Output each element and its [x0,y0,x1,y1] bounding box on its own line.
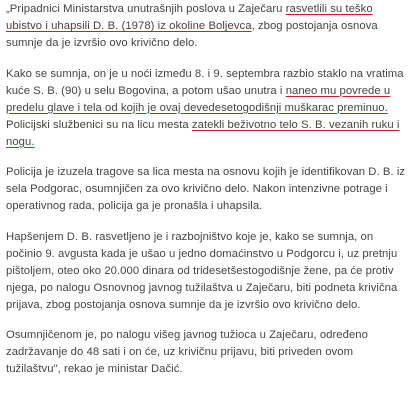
paragraph-3-text-1: Policija je izuzela tragove sa lica mesta na osnovu kojih je identifikovan D. B. iz sela Podgorac, osumnjičen za ovo krivično delo. Nakon intenzivne potrage i operativnog rada, policija ga je pronašla i uhapsila. [6,166,406,212]
paragraph-5 [6,327,410,378]
paragraph-1-underlined-1: rasvetlili su teško ubistvo i uhapsili D. B. (1978) iz okoline Boljevca [6,3,373,32]
paragraph-3 [6,164,410,215]
paragraph-2-text-1: Kako se sumnja, on je u noći između 8. i 9. septembra razbio staklo na vratima kuće S. B. (90) u selu Bogovina, a potom ušao unutra i [6,67,404,97]
paragraph-1 [6,1,410,52]
paragraph-1-text-2: , zbog postojanja osnova sumnje da je izvršio ovo krivično delo. [6,20,378,49]
paragraph-2-underlined-2: zatekli beživotno telo S. B. vezanih ruku i nogu. [6,118,400,148]
paragraph-4-text-1: Hapšenjem D. B. rasvetljeno je i razbojništvo koje je, kako se sumnja, on počinio 9. avgusta kada je ušao u jedno domaćinstvo u Podgorcu i, uz pretnju pištoljem, oteo oko 20.000 dinara od tridesetšestogodišnje žene, pa će protiv njega, po nalogu Osnovnog javnog tužilaštva u Zaječaru, biti podneta krivična prijava, zbog postojanja osnova sumnje da je izvršio ovo krivično delo. [6,230,398,311]
paragraph-1-text-1: „Pripadnici Ministarstva unutrašnjih poslova u Zaječaru [6,3,286,15]
paragraph-2-underlined-1: naneo mu povrede u predelu glave i tela od kojih je ovaj devedesetogodišnji muškarac preminuo. [6,84,391,114]
paragraph-2 [6,66,410,151]
paragraph-4 [6,229,410,314]
paragraph-5-text-1: Osumnjičenom je, po nalogu višeg javnog tužioca u Zaječaru, određeno zadržavanje do 48 sati i on će, uz krivičnu prijavu, biti priveden ovom tužilaštvu", rekao je ministar Dačić. [6,329,368,375]
paragraph-2-text-2: Policijski službenici su na licu mesta [6,118,192,131]
